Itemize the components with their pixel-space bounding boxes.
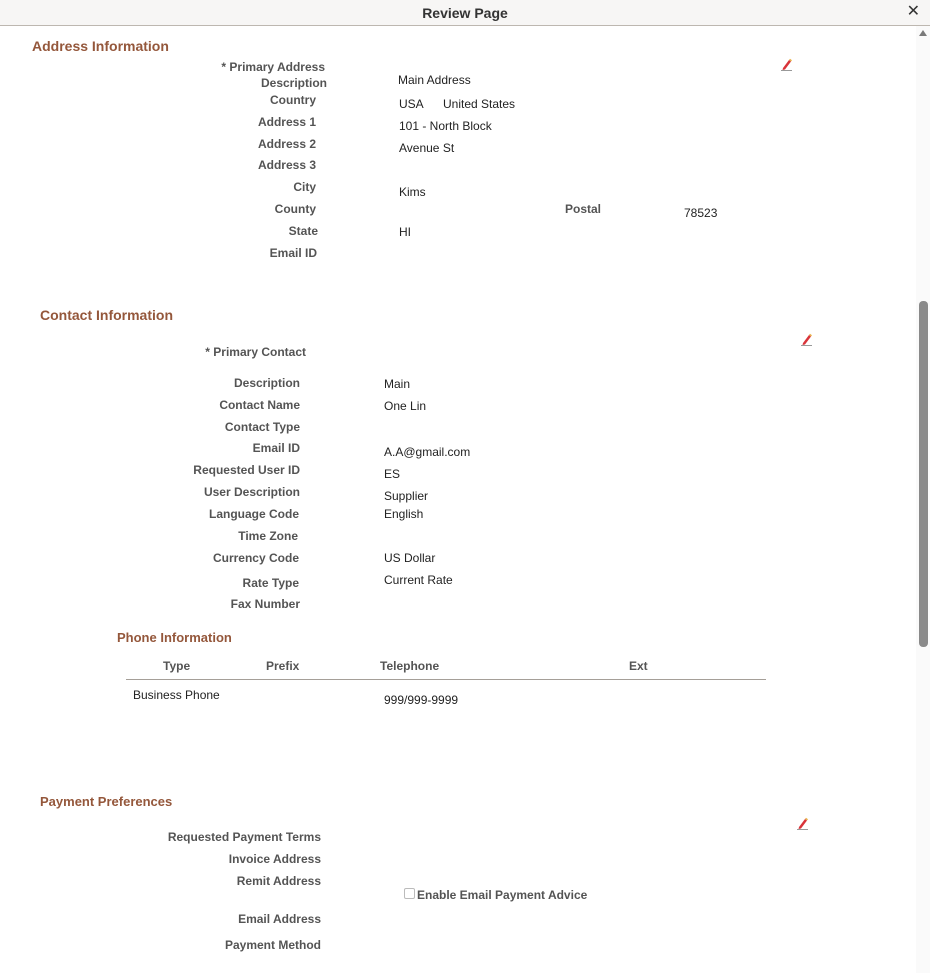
address3-label: Address 3 [257,158,316,172]
state-label: State [288,224,318,238]
address-description-value: Main Address [398,73,471,87]
city-value: Kims [399,185,426,199]
city-label: City [293,180,316,194]
language-code-value: English [384,507,424,521]
address2-label: Address 2 [257,137,316,151]
address1-label: Address 1 [257,115,316,129]
contact-edit-pencil-icon[interactable] [800,333,814,347]
country-label: Country [270,93,316,107]
address-section-title: Address Information [32,38,169,54]
phone-column-prefix: Prefix [266,659,300,673]
contact-name-value: One Lin [384,399,427,413]
phone-row-type: Business Phone [133,688,220,702]
email-address-label: Email Address [238,912,321,926]
contact-type-label: Contact Type [224,420,300,434]
requested-payment-terms-label: Requested Payment Terms [167,830,321,844]
contact-description-value: Main [384,377,411,391]
contact-email-value: A.A@gmail.com [384,445,471,459]
currency-code-label: Currency Code [212,551,299,565]
rate-type-value: Current Rate [384,573,453,587]
modal-titlebar [0,0,930,26]
primary-address-label: * Primary Address [221,60,325,74]
payment-method-label: Payment Method [224,938,321,952]
primary-contact-label: * Primary Contact [205,345,306,359]
phone-column-ext: Ext [629,659,648,673]
state-value: HI [399,225,411,239]
address1-value: 101 - North Block [399,119,492,133]
county-label: County [274,202,316,216]
postal-value: 78523 [684,206,718,220]
enable-email-payment-advice-label[interactable]: Enable Email Payment Advice [417,888,588,902]
fax-number-label: Fax Number [230,597,300,611]
contact-section-title: Contact Information [40,307,173,323]
address2-value: Avenue St [399,141,455,155]
address-edit-pencil-icon[interactable] [780,58,794,72]
postal-label: Postal [564,202,601,216]
address-description-label: Description [260,76,327,90]
language-code-label: Language Code [208,507,299,521]
country-code-value: USA [399,97,424,111]
contact-name-label: Contact Name [219,398,300,412]
time-zone-label: Time Zone [238,529,298,543]
vertical-scrollbar[interactable] [916,26,930,973]
payment-edit-pencil-icon[interactable] [796,817,810,831]
contact-email-label: Email ID [252,441,300,455]
phone-grid-divider [126,679,766,680]
scroll-up-arrow-icon[interactable] [919,30,927,36]
phone-column-telephone: Telephone [380,659,440,673]
address-email-label: Email ID [269,246,317,260]
close-icon[interactable]: ✕ [906,3,920,20]
contact-description-label: Description [233,376,300,390]
rate-type-label: Rate Type [242,576,299,590]
remit-address-label: Remit Address [236,874,321,888]
requested-user-id-label: Requested User ID [193,463,300,477]
requested-user-id-value: ES [384,467,401,481]
user-description-label: User Description [203,485,300,499]
payment-section-title: Payment Preferences [40,794,173,809]
phone-column-type: Type [163,659,191,673]
enable-email-payment-advice-checkbox[interactable] [404,888,415,899]
user-description-value: Supplier [384,489,429,503]
currency-code-value: US Dollar [384,551,436,565]
phone-section-title: Phone Information [117,630,232,645]
modal-title: Review Page [422,5,508,21]
country-name-value: United States [443,97,516,111]
scrollbar-thumb[interactable] [919,301,928,647]
invoice-address-label: Invoice Address [228,852,321,866]
phone-row-telephone: 999/999-9999 [384,693,459,707]
